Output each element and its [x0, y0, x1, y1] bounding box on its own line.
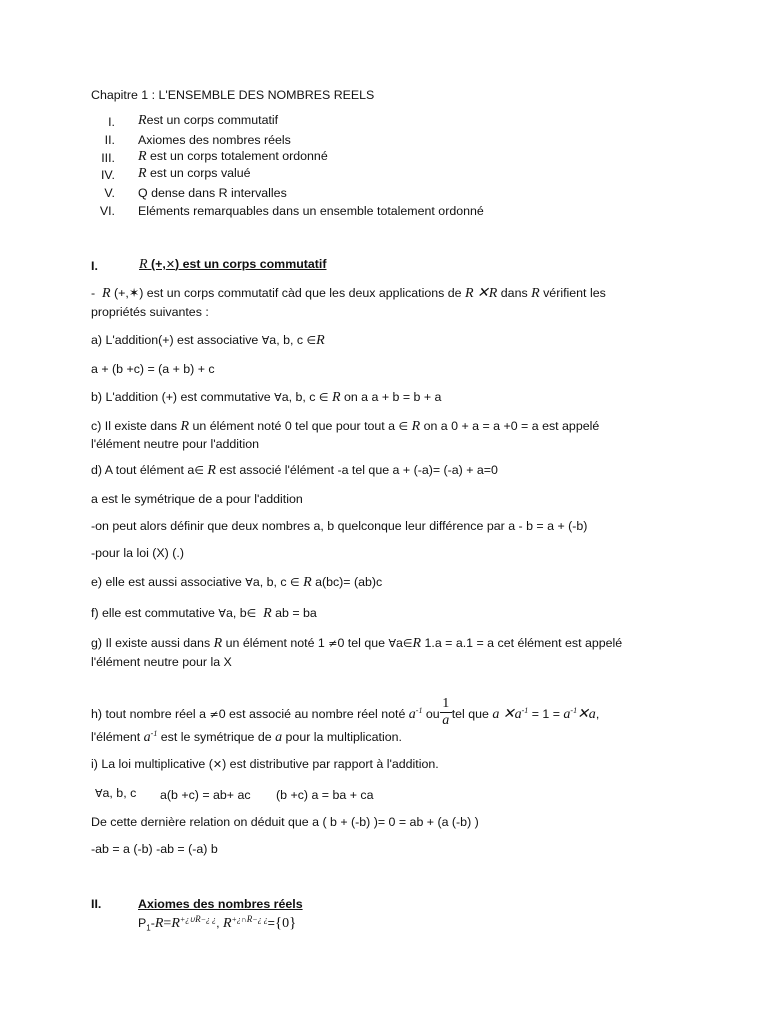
- toc-item-4: R est un corps valué: [138, 166, 251, 181]
- distributive-right: (b +c) a = ba + ca: [276, 788, 374, 802]
- toc-num-1: I.: [108, 115, 115, 129]
- property-d: d) A tout élément a∈ R est associé l'élément -a tel que a + (-a)= (-a) + a=0: [91, 463, 498, 478]
- property-c-line-2: l'élément neutre pour l'addition: [91, 437, 259, 451]
- r-symbol: R: [138, 149, 147, 164]
- r-symbol: R: [138, 113, 147, 128]
- distributive-left: a(b +c) = ab+ ac: [160, 788, 251, 802]
- toc-item-1: Rest un corps commutatif: [138, 113, 279, 128]
- section-2-heading: Axiomes des nombres réels: [138, 897, 303, 911]
- toc-num-6: VI.: [99, 204, 115, 218]
- toc-num-4: IV.: [100, 168, 115, 182]
- section-1-number: I.: [91, 259, 98, 273]
- property-c: c) Il existe dans R un élément noté 0 tel que pour tout a ∈ R on a 0 + a = a +0 = a est appelé: [91, 419, 600, 434]
- property-d-line-2: a est le symétrique de a pour l'addition: [91, 492, 303, 506]
- property-g: g) Il existe aussi dans R un élément noté 1 ≠0 tel que ∀a∈R 1.a = a.1 = a cet élément est appelé: [91, 636, 623, 651]
- property-d-line-3: -on peut alors définir que deux nombres a, b quelconque leur différence par a - b = a + (-b): [91, 519, 588, 533]
- property-g-line-2: l'élément neutre pour la X: [91, 655, 232, 669]
- toc-item-3: R est un corps totalement ordonné: [138, 149, 328, 164]
- property-h-line-2: l'élément $a^{-1}$ est le symétrique de a pour la multiplication.: [91, 729, 402, 746]
- property-a: a) L'addition(+) est associative ∀a, b, c ∈R: [91, 333, 325, 348]
- toc-num-5: V.: [104, 186, 115, 200]
- property-i-formula: ∀a, b, c: [95, 786, 137, 800]
- toc-item-2: Axiomes des nombres réels: [138, 133, 291, 147]
- axiom-p1: $P_1-R=R^{+¿\cup R-¿ ¿}$, $R^{+¿\cap R-¿ ¿}=\{0\}$: [138, 914, 297, 933]
- property-b: b) L'addition (+) est commutative ∀a, b, c ∈ R on a a + b = b + a: [91, 390, 442, 405]
- toc-num-3: III.: [101, 151, 115, 165]
- property-i: i) La loi multiplicative (✕) est distributive par rapport à l'addition.: [91, 757, 439, 771]
- section-1-heading: R (+,✕) est un corps commutatif: [139, 257, 327, 272]
- r-symbol: R: [138, 166, 147, 181]
- property-f: f) elle est commutative ∀a, b∈ R ab = ba: [91, 606, 317, 621]
- toc-item-6: Eléments remarquables dans un ensemble totalement ordonné: [138, 204, 484, 218]
- property-e: e) elle est aussi associative ∀a, b, c ∈ R a(bc)= (ab)c: [91, 575, 383, 590]
- toc-item-5: Q dense dans R intervalles: [138, 186, 287, 200]
- section-2-number: II.: [91, 897, 102, 911]
- property-i-line-3: De cette dernière relation on déduit que a ( b + (-b) )= 0 = ab + (a (-b) ): [91, 815, 479, 829]
- chapter-title: Chapitre 1 : L'ENSEMBLE DES NOMBRES REELS: [91, 88, 375, 102]
- intro-line-2: propriétés suivantes :: [91, 305, 209, 319]
- property-i-line-4: -ab = a (-b) -ab = (-a) b: [91, 842, 218, 856]
- property-h: h) tout nombre réel a ≠0 est associé au nombre réel noté $a^{-1}$ ou $\frac{1}{a}$ tel que a $✕a^{-1} = 1$ = $a^{-1}✕a$,: [91, 696, 600, 729]
- fraction-one-over-a: $\frac{1}{a}$: [440, 696, 452, 729]
- property-d-line-4: -pour la loi (X) (.): [91, 546, 184, 560]
- property-a-formula: a + (b +c) = (a + b) + c: [91, 362, 215, 376]
- toc-num-2: II.: [104, 133, 115, 147]
- intro-line-1: - R (+,✶) est un corps commutatif càd que les deux applications de R ✕R dans R vérifient les: [91, 286, 606, 301]
